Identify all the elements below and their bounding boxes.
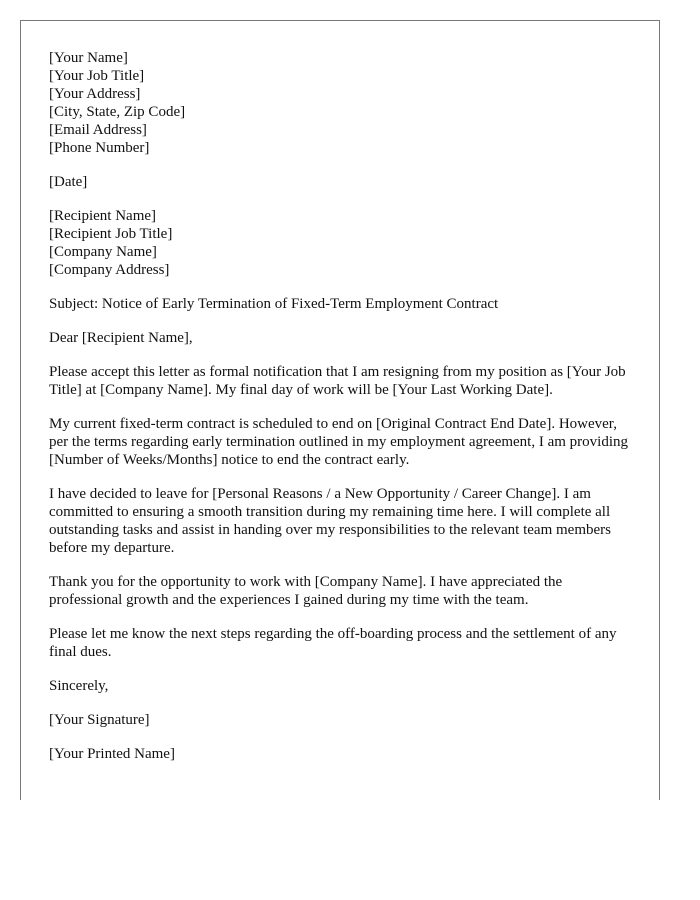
recipient-company: [Company Name]: [49, 244, 157, 260]
sender-phone: [Phone Number]: [49, 140, 150, 156]
recipient-name: [Recipient Name]: [49, 208, 157, 224]
letter-content: [49, 49, 633, 779]
sender-city-state-zip: [City, State, Zip Code]: [49, 104, 186, 120]
recipient-block: [49, 207, 633, 279]
sender-email: [Email Address]: [49, 122, 147, 138]
body-paragraph-contract-terms: My current fixed-term contract is scheduled to end on [Original Contract End Date]. However, per the terms regarding early termination outlined in my employment agreement, I am providing [Number of Weeks/Months] notice to end the contract early.: [49, 416, 628, 468]
sender-address: [Your Address]: [49, 86, 141, 102]
sender-block: [49, 49, 633, 157]
body-paragraph-reason: I have decided to leave for [Personal Reasons / a New Opportunity / Career Change]. I am committed to ensuring a smooth transition during my remaining time here. I will complete all outstanding tasks and assist in handing over my responsibilities to the relevant team members before my departure.: [49, 486, 611, 556]
body-paragraph-resignation: Please accept this letter as formal notification that I am resigning from my position as [Your Job Title] at [Company Name]. My final day of work will be [Your Last Working Date].: [49, 364, 626, 398]
recipient-job-title: [Recipient Job Title]: [49, 226, 173, 242]
printed-name: [Your Printed Name]: [49, 746, 175, 762]
body-paragraph-next-steps: Please let me know the next steps regarding the off-boarding process and the settlement of any final dues.: [49, 626, 617, 660]
recipient-company-address: [Company Address]: [49, 262, 170, 278]
letter-date: [Date]: [49, 174, 88, 190]
closing: Sincerely,: [49, 678, 109, 694]
salutation: Dear [Recipient Name],: [49, 330, 193, 346]
signature-placeholder: [Your Signature]: [49, 712, 150, 728]
sender-name: [Your Name]: [49, 50, 128, 66]
sender-job-title: [Your Job Title]: [49, 68, 145, 84]
body-paragraph-thanks: Thank you for the opportunity to work with [Company Name]. I have appreciated the professional growth and the experiences I gained during my time with the team.: [49, 574, 563, 608]
letter-page: [20, 20, 660, 800]
subject-line: Subject: Notice of Early Termination of Fixed-Term Employment Contract: [49, 296, 499, 312]
date-block: [49, 173, 633, 191]
